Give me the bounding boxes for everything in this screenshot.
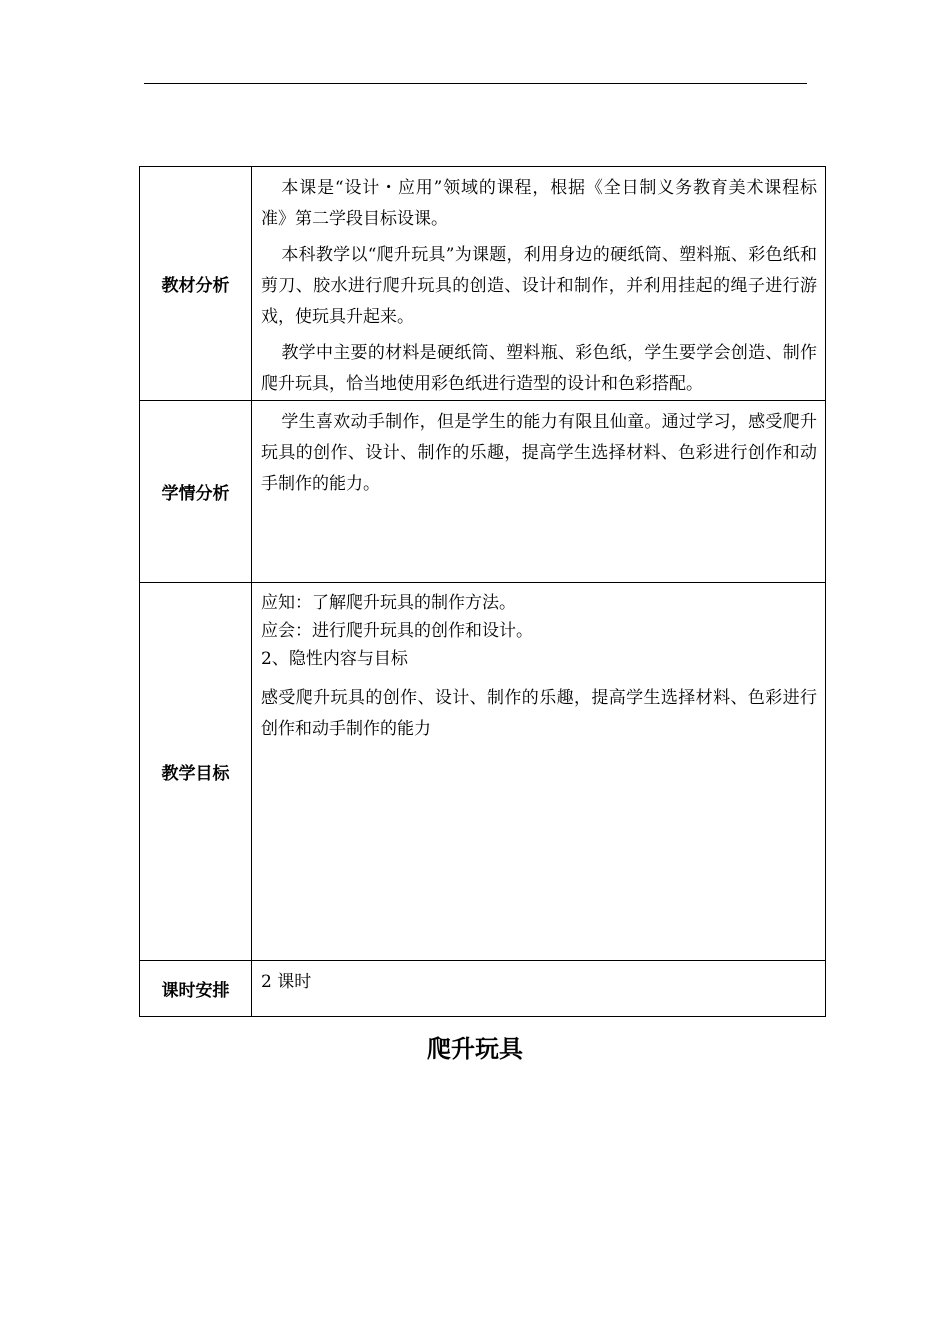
goal-hidden-heading: 2、隐性内容与目标 (261, 649, 408, 669)
textbook-analysis-para-2: 本科教学以“爬升玩具”为课题，利用身边的硬纸筒、塑料瓶、彩色纸和剪刀、胶水进行爬升玩具的创造、设计和制作，并利用挂起的绳子进行游戏，使玩具升起来。 (261, 245, 817, 327)
row-label-teaching-goals: 教学目标 (140, 583, 252, 961)
goal-hidden-text: 感受爬升玩具的创作、设计、制作的乐趣，提高学生选择材料、色彩进行创作和动手制作的能力 (261, 688, 817, 739)
table-row (140, 583, 826, 961)
goal-know: 应知：了解爬升玩具的制作方法。 (261, 593, 516, 613)
class-hours-value: 2 课时 (261, 972, 312, 992)
row-label-class-hours: 课时安排 (140, 961, 252, 1017)
page-title: 爬升玩具 (427, 1035, 523, 1063)
class-hours-cell (252, 961, 826, 1017)
teaching-goals-cell (252, 583, 826, 961)
textbook-analysis-para-3: 教学中主要的材料是硬纸筒、塑料瓶、彩色纸，学生要学会创造、制作爬升玩具，恰当地使用彩色纸进行造型的设计和色彩搭配。 (261, 343, 817, 394)
goal-can: 应会：进行爬升玩具的创作和设计。 (261, 621, 533, 641)
textbook-analysis-para-1: 本课是“设计・应用”领域的课程，根据《全日制义务教育美术课程标准》第二学段目标设课。 (261, 178, 817, 229)
table-row (140, 961, 826, 1017)
student-analysis-cell (252, 401, 826, 583)
row-label-textbook-analysis: 教材分析 (140, 167, 252, 401)
student-analysis-para: 学生喜欢动手制作，但是学生的能力有限且仙童。通过学习，感受爬升玩具的创作、设计、制作的乐趣，提高学生选择材料、色彩进行创作和动手制作的能力。 (261, 412, 817, 494)
lesson-plan-table (139, 166, 826, 1017)
table-row (140, 167, 826, 401)
textbook-analysis-cell (252, 167, 826, 401)
row-label-student-analysis: 学情分析 (140, 401, 252, 583)
header-rule (144, 83, 807, 84)
table-row (140, 401, 826, 583)
